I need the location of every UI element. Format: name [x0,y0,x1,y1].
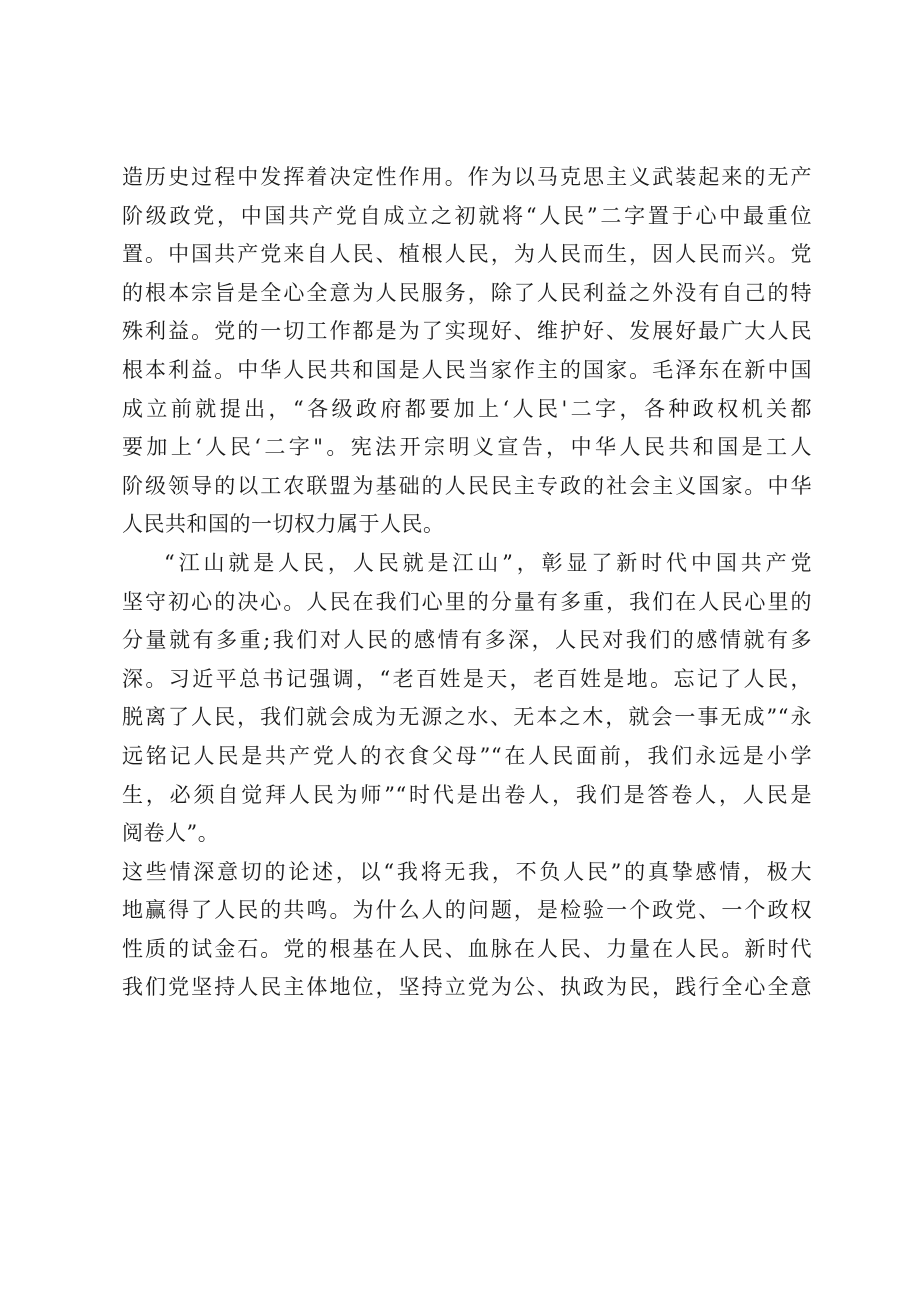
text-line: 根本利益。中华人民共和国是人民当家作主的国家。毛泽东在新中国 [122,357,812,382]
text-line: 殊利益。党的一切工作都是为了实现好、维护好、发展好最广大人民 [122,319,812,344]
text-line: 的根本宗旨是全心全意为人民服务，除了人民利益之外没有自己的特 [122,280,812,305]
text-line: 人民共和国的一切权力属于人民。 [122,512,445,537]
text-line: 成立前就提出，“各级政府都要加上‘人民'二字，各种政权机关都 [122,396,812,421]
text-line: 置。中国共产党来自人民、植根人民，为人民而生，因人民而兴。党 [122,242,812,267]
text-line: 远铭记人民是共产党人的衣食父母”“在人民面前，我们永远是小学 [122,743,812,768]
text-line: 造历史过程中发挥着决定性作用。作为以马克思主义武装起来的无产 [122,165,812,189]
text-line: 阶级领导的以工农联盟为基础的人民民主专政的社会主义国家。中华 [122,473,812,498]
paragraph-3 [122,853,812,1007]
text-line: 这些情深意切的论述，以“我将无我，不负人民”的真挚感情，极大 [122,859,812,884]
text-line: 性质的试金石。党的根基在人民、血脉在人民、力量在人民。新时代 [122,936,812,961]
paragraph-1 [122,158,812,544]
text-line: 阶级政党，中国共产党自成立之初就将“人民”二字置于心中最重位 [122,203,812,228]
text-line: 我们党坚持人民主体地位，坚持立党为公、执政为民，践行全心全意 [122,975,812,1000]
text-line: 生，必须自觉拜人民为师”“时代是出卷人，我们是答卷人，人民是 [122,782,812,807]
text-line: 坚守初心的决心。人民在我们心里的分量有多重，我们在人民心里的 [122,589,812,614]
text-line: 阅卷人”。 [122,821,220,846]
text-line: 深。习近平总书记强调，“老百姓是天，老百姓是地。忘记了人民， [122,666,812,691]
text-line: “江山就是人民，人民就是江山”，彰显了新时代中国共产党 [164,550,812,575]
text-line: 要加上‘人民‘二字"。宪法开宗明义宣告，中华人民共和国是工人 [122,435,812,460]
text-line: 地赢得了人民的共鸣。为什么人的问题，是检验一个政党、一个政权 [122,898,812,923]
document-body [122,158,812,1007]
text-line: 脱离了人民，我们就会成为无源之水、无本之木，就会一事无成”“永 [122,705,812,730]
paragraph-2 [122,544,812,853]
text-line: 分量就有多重;我们对人民的感情有多深，人民对我们的感情就有多 [122,628,812,653]
